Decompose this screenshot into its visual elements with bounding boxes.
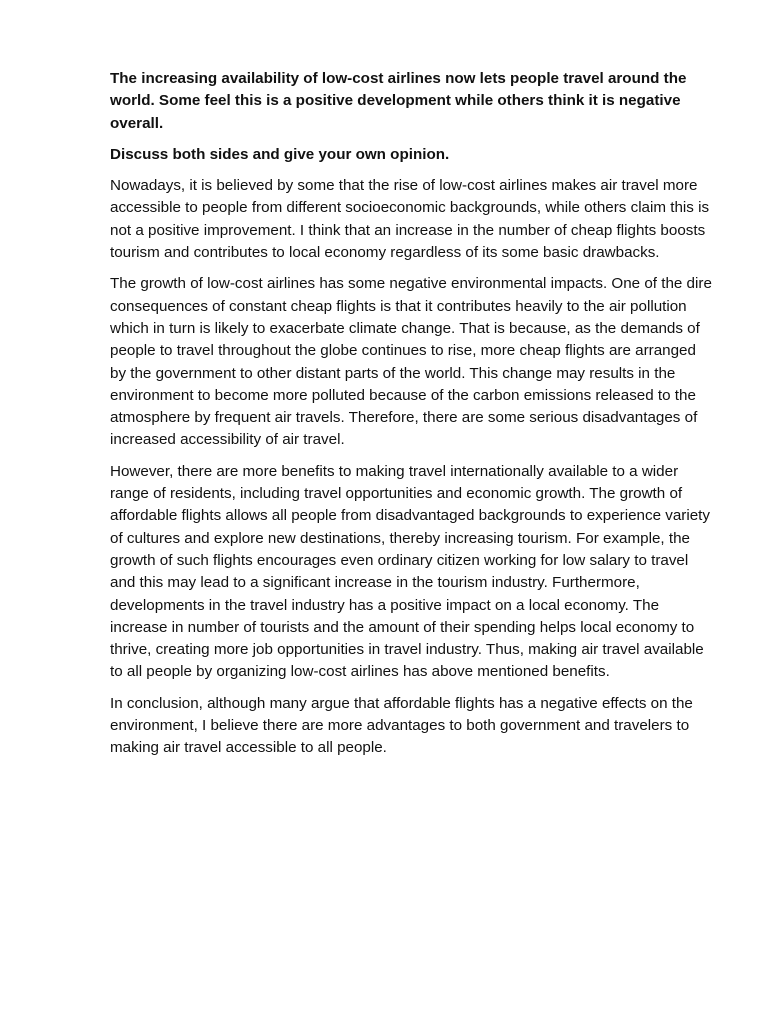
paragraph-body-negative: The growth of low-cost airlines has some negative environmental impacts. One of the dire consequences of constant cheap flights is that it contributes heavily to the air pollution which in turn is likely to exacerbate climate change. That is because, as the demands of people to travel throughout the globe continues to rise, more cheap flights are arranged by the government to other distant parts of the world. This change may results in the environment to become more polluted because of the carbon emissions released to the atmosphere by frequent air travels. Therefore, there are some serious disadvantages of increased accessibility of air travel. [110,275,712,449]
document-page [110,68,716,769]
essay-instruction: Discuss both sides and give your own opinion. [110,145,450,163]
paragraph-conclusion: In conclusion, although many argue that affordable flights has a negative effects on the environment, I believe there are more advantages to both government and travelers to making air travel accessible to all people. [110,694,693,757]
paragraph-introduction: Nowadays, it is believed by some that the rise of low-cost airlines makes air travel more accessible to people from different socioeconomic backgrounds, while others claim this is not a positive improvement. I think that an increase in the number of cheap flights boosts tourism and contributes to local economy regardless of its some basic drawbacks. [110,177,710,262]
essay-prompt: The increasing availability of low-cost airlines now lets people travel around the world. Some feel this is a positive development while others think it is negative overall. [110,70,687,132]
paragraph-body-positive: However, there are more benefits to making travel internationally available to a wider range of residents, including travel opportunities and economic growth. The growth of affordable flights allows all people from disadvantaged backgrounds to experience variety of cultures and explore new destinations, thereby increasing tourism. For example, the growth of such flights encourages even ordinary citizen working for low salary to travel and this may lead to a significant increase in the tourism industry. Furthermore, developments in the travel industry has a positive impact on a local economy. The increase in number of tourists and the amount of their spending helps local economy to thrive, creating more job opportunities in travel industry. Thus, making air travel available to all people by organizing low-cost airlines has above mentioned benefits. [110,462,710,681]
